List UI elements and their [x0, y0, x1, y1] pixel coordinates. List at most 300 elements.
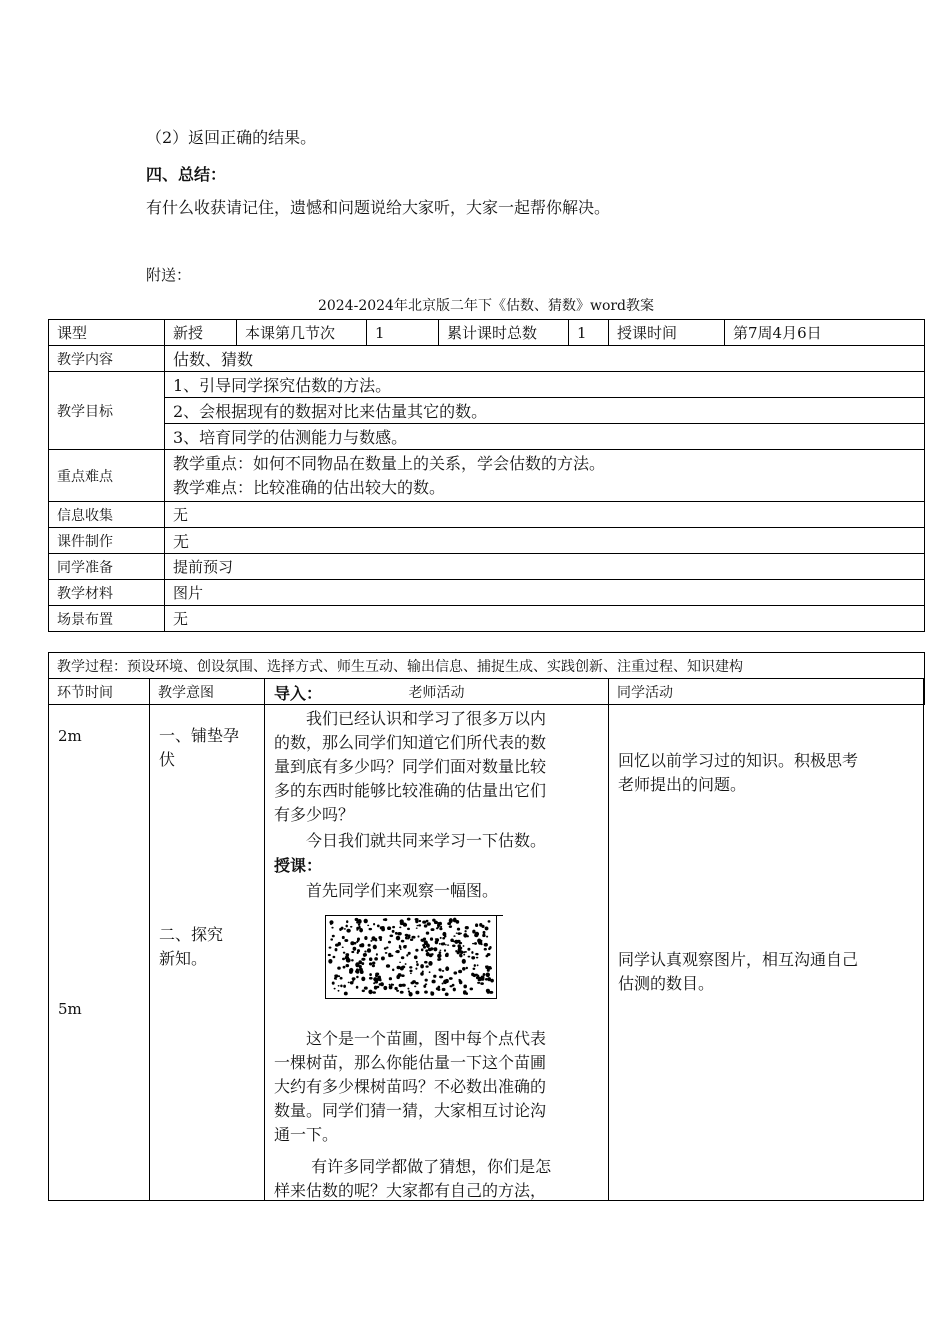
tree-dot [350, 981, 354, 984]
tree-dot [389, 977, 392, 980]
tree-dot [392, 930, 395, 933]
tree-dot [426, 931, 429, 934]
tree-dot [361, 977, 365, 982]
tree-dot [421, 948, 424, 951]
tree-dot [426, 952, 430, 956]
image-edge-mark [497, 915, 503, 916]
value-lesson-type: 新授 [165, 320, 237, 346]
tree-dot [445, 993, 449, 997]
value-courseware: 无 [165, 528, 925, 554]
tree-dot [343, 985, 346, 988]
tree-dot [405, 945, 407, 947]
tree-dot [369, 928, 373, 930]
tree-dot [467, 948, 470, 951]
tree-dot [332, 935, 335, 938]
tree-dot [381, 928, 385, 932]
tree-dot [389, 985, 393, 989]
nursery-dot-image [325, 915, 497, 999]
label-goals: 教学目标 [49, 372, 165, 450]
tree-dot [363, 954, 365, 957]
tree-dot [368, 944, 371, 947]
tree-dot [449, 919, 452, 923]
tree-dot [385, 952, 388, 954]
tree-dot [459, 942, 462, 944]
tree-dot [348, 982, 350, 984]
tree-dot [395, 951, 397, 953]
tree-dot [370, 940, 372, 942]
student-line: 同学认真观察图片，相互沟通自己 [618, 950, 859, 969]
tree-dot [433, 947, 437, 951]
tree-dot [440, 926, 442, 928]
tree-dot [351, 951, 354, 953]
teacher-line: 的数，那么同学们知道它们所代表的数 [274, 733, 547, 752]
tree-dot [429, 971, 431, 973]
tree-dot [356, 970, 359, 974]
tree-dot [361, 943, 365, 947]
tree-dot [372, 991, 376, 994]
tree-dot [346, 964, 350, 967]
teacher-line: 通一下。 [274, 1125, 339, 1144]
tree-dot [338, 985, 340, 987]
tree-dot [373, 923, 375, 925]
tree-dot [383, 986, 387, 990]
tree-dot [376, 953, 378, 955]
label-scene: 场景布置 [49, 606, 165, 632]
tree-dot [479, 923, 482, 927]
tree-dot [395, 932, 398, 935]
tree-dot [463, 951, 465, 953]
tree-dot [449, 925, 452, 928]
tree-dot [389, 984, 391, 986]
label-key-points: 重点难点 [49, 450, 165, 502]
tree-dot [329, 920, 333, 924]
teacher-line: 多的东西时能够比较准确的估量出它们 [274, 781, 547, 800]
value-lesson-number: 1 [367, 320, 439, 346]
label-content: 教学内容 [49, 346, 165, 372]
intent-line: 一、铺垫孕 [159, 726, 240, 745]
tree-dot [453, 935, 455, 937]
tree-dot [439, 951, 442, 954]
tree-dot [452, 945, 456, 948]
tree-dot [341, 927, 344, 930]
tree-dot [488, 966, 491, 969]
tree-dot [463, 984, 467, 988]
value-content: 估数、猜数 [165, 346, 925, 372]
intent-line: 新知。 [159, 949, 208, 968]
tree-dot [350, 969, 352, 971]
tree-dot [332, 981, 335, 984]
tree-dot [358, 924, 361, 926]
tree-dot [401, 974, 405, 977]
intent-line: 二、探究 [159, 925, 224, 944]
tree-dot [444, 935, 447, 938]
time-stage-1: 2m [58, 727, 82, 745]
teacher-paragraph-4 [274, 1027, 546, 1147]
teacher-paragraph-1 [274, 707, 546, 827]
tree-dot [392, 984, 394, 986]
tree-dot [362, 989, 365, 992]
body-divider-1 [149, 678, 150, 1201]
tree-dot [428, 961, 432, 966]
tree-dot [338, 990, 340, 992]
tree-dot [373, 945, 377, 950]
tree-dot [334, 988, 336, 990]
tree-dot [405, 963, 407, 965]
tree-dot [344, 928, 346, 930]
time-stage-2: 5m [58, 1000, 82, 1018]
teacher-line: 这个是一个苗圃，图中每个点代表 [274, 1029, 547, 1048]
tree-dot [377, 925, 380, 928]
intro-line-1: （2）返回正确的结果。 [146, 128, 317, 147]
tree-dot [473, 968, 476, 970]
tree-dot [401, 940, 405, 943]
tree-dot [334, 974, 338, 977]
value-info-collection: 无 [165, 502, 925, 528]
tree-dot [409, 966, 412, 968]
column-header-student: 同学活动 [609, 679, 925, 705]
tree-dot [414, 986, 416, 988]
tree-dot [350, 926, 352, 928]
tree-dot [474, 964, 476, 967]
tree-dot [356, 929, 358, 931]
tree-dot [410, 938, 413, 941]
tree-dot [359, 968, 363, 971]
tree-dot [410, 981, 414, 984]
teacher-line: 有许多同学都做了猜想，你们是怎 [274, 1157, 552, 1176]
teacher-line: 有多少吗？ [274, 805, 355, 824]
tree-dot [424, 924, 428, 927]
tree-dot [444, 949, 446, 952]
tree-dot [458, 970, 462, 974]
tree-dot [463, 954, 465, 956]
tree-dot [342, 958, 345, 961]
tree-dot [357, 939, 360, 942]
tree-dot [407, 918, 411, 921]
teacher-line: 大约有多少棵树苗吗？不必数出准确的 [274, 1077, 547, 1096]
tree-dot [364, 919, 368, 924]
tree-dot [417, 935, 419, 937]
tree-dot [343, 952, 345, 954]
tree-dot [335, 948, 338, 951]
tree-dot [434, 921, 438, 925]
tree-dot [418, 924, 421, 926]
tree-dot [453, 918, 457, 923]
student-activity-2 [618, 948, 858, 996]
goal-item: 1、引导同学探究估数的方法。 [165, 372, 925, 398]
tree-dot [474, 942, 477, 945]
tree-dot [377, 977, 379, 979]
tree-dot [347, 959, 349, 961]
summary-text: 有什么收获请记住，遗憾和问题说给大家听，大家一起帮你解决。 [146, 198, 611, 217]
tree-dot [451, 940, 454, 942]
tree-dot [410, 973, 412, 975]
process-description: 教学过程：预设环境、创设氛围、选择方式、师生互动、输出信息、捕捉生成、实践创新、注重过程、知识建构 [49, 653, 925, 679]
tree-dot [340, 985, 342, 988]
tree-dot [438, 968, 441, 971]
tree-dot [431, 948, 433, 950]
tree-dot [416, 928, 418, 929]
tree-dot [437, 926, 439, 928]
body-border-right [923, 678, 924, 1201]
tree-dot [427, 922, 431, 925]
tree-dot [463, 933, 467, 938]
tree-dot [381, 956, 385, 960]
tree-dot [338, 975, 340, 977]
lesson-label: 授课： [274, 856, 323, 875]
tree-dot [330, 938, 333, 940]
tree-dot [400, 991, 404, 994]
tree-dot [420, 964, 424, 968]
tree-dot [344, 939, 348, 942]
goal-item: 2、会根据现有的数据对比来估量其它的数。 [165, 398, 925, 424]
student-line: 估测的数目。 [618, 974, 715, 993]
label-lesson-type: 课型 [49, 320, 165, 346]
tree-dot [367, 925, 369, 927]
tree-dot [445, 944, 447, 945]
difficulty-line: 教学难点：比较准确的估出较大的数。 [173, 477, 446, 497]
tree-dot [463, 945, 465, 947]
intent-stage-2 [159, 923, 223, 971]
tree-dot [436, 987, 439, 990]
tree-dot [344, 992, 348, 996]
tree-dot [462, 959, 466, 964]
tree-dot [485, 966, 487, 968]
tree-dot [371, 936, 375, 941]
tree-dot [389, 934, 393, 937]
tree-dot [361, 958, 365, 961]
tree-dot [364, 986, 368, 989]
tree-dot [409, 992, 413, 997]
tree-dot [380, 982, 384, 986]
tree-dot [408, 952, 411, 955]
tree-dot [459, 980, 462, 984]
tree-dot [368, 990, 372, 995]
tree-dot [431, 928, 435, 931]
tree-dot [478, 940, 482, 945]
intent-stage-1 [159, 724, 239, 772]
tree-dot [372, 965, 375, 968]
attached-label: 附送： [146, 266, 192, 284]
tree-dot [356, 976, 359, 978]
tree-dot [364, 936, 367, 940]
tree-dot [358, 926, 361, 929]
teacher-line: 数量。同学们猜一猜，大家相互讨论沟 [274, 1101, 547, 1120]
tree-dot [482, 977, 484, 979]
tree-dot [435, 938, 439, 942]
value-total-lessons: 1 [569, 320, 609, 346]
tree-dot [458, 946, 462, 949]
goal-item: 3、培育同学的估测能力与数感。 [165, 424, 925, 450]
tree-dot [414, 955, 418, 959]
tree-dot [406, 954, 408, 956]
tree-dot [345, 925, 347, 928]
summary-heading: 四、总结： [146, 165, 227, 184]
tree-dot [445, 979, 449, 983]
tree-dot [450, 985, 453, 987]
tree-dot [418, 920, 421, 922]
value-scene: 无 [165, 606, 925, 632]
tree-dot [396, 936, 400, 941]
tree-dot [415, 991, 419, 995]
intent-line: 伏 [159, 750, 176, 769]
tree-dot [442, 982, 444, 984]
tree-dot [388, 955, 392, 958]
tree-dot [399, 945, 401, 947]
tree-dot [457, 928, 460, 931]
tree-dot [490, 979, 494, 983]
key-point-line: 教学重点：如何不同物品在数量上的关系，学会估数的方法。 [173, 453, 606, 473]
tree-dot [453, 971, 457, 974]
tree-dot [472, 943, 474, 944]
tree-dot [328, 959, 332, 964]
tree-dot [372, 962, 375, 965]
tree-dot [475, 932, 479, 936]
tree-dot [480, 982, 484, 985]
tree-dot [484, 948, 487, 951]
body-border-left [48, 678, 49, 1201]
tree-dot [401, 956, 405, 959]
tree-dot [364, 951, 366, 953]
tree-dot [361, 962, 364, 965]
tree-dot [488, 920, 491, 923]
teacher-paragraph-5 [274, 1155, 551, 1203]
tree-dot [409, 970, 412, 973]
tree-dot [484, 943, 488, 947]
tree-dot [470, 987, 474, 990]
tree-dot [425, 949, 428, 952]
tree-dot [423, 985, 426, 988]
tree-dot [431, 953, 434, 955]
tree-dot [485, 978, 488, 981]
tree-dot [343, 966, 346, 969]
label-total-lessons: 累计课时总数 [439, 320, 569, 346]
tree-dot [416, 963, 419, 966]
tree-dot [357, 949, 360, 952]
tree-dot [424, 991, 428, 994]
tree-dot [456, 933, 458, 934]
value-materials: 图片 [165, 580, 925, 606]
tree-dot [416, 961, 418, 963]
process-table [48, 652, 925, 705]
tree-dot [373, 982, 375, 984]
tree-dot [397, 951, 399, 952]
tree-dot [399, 962, 401, 963]
tree-dot [396, 990, 399, 992]
tree-dot [346, 920, 348, 923]
tree-dot [345, 956, 349, 960]
tree-dot [438, 958, 441, 961]
teacher-line: 一棵树苗，那么你能估量一下这个苗圃 [274, 1053, 547, 1072]
tree-dot [394, 987, 397, 990]
body-divider-3 [608, 678, 609, 1201]
tree-dot [477, 982, 480, 984]
tree-dot [335, 978, 337, 980]
column-header-teacher: 老师活动 [265, 679, 609, 705]
tree-dot [400, 919, 404, 923]
tree-dot [407, 988, 409, 990]
tree-dot [379, 979, 381, 981]
tree-dot [387, 926, 391, 930]
tree-dot [383, 919, 385, 921]
value-student-prep: 提前预习 [165, 554, 925, 580]
tree-dot [374, 957, 378, 961]
tree-dot [392, 968, 394, 971]
tree-dot [411, 936, 415, 939]
tree-dot [423, 946, 426, 949]
tree-dot [468, 956, 471, 958]
body-divider-2 [264, 678, 265, 1201]
tree-dot [342, 947, 344, 949]
tree-dot [397, 932, 401, 935]
label-info-collection: 信息收集 [49, 502, 165, 528]
intro-label: 导入： [274, 684, 323, 703]
tree-dot [460, 933, 462, 935]
tree-dot [486, 972, 490, 977]
tree-dot [471, 951, 473, 954]
tree-dot [405, 936, 408, 939]
tree-dot [328, 954, 331, 956]
tree-dot [471, 973, 474, 977]
tree-dot [425, 965, 428, 967]
tree-dot [465, 926, 469, 929]
tree-dot [445, 966, 449, 971]
tree-dot [483, 931, 486, 934]
tree-dot [357, 919, 361, 924]
tree-dot [449, 977, 453, 980]
tree-dot [384, 947, 387, 950]
tree-dot [420, 972, 424, 976]
tree-dot [415, 967, 417, 969]
tree-dot [425, 979, 428, 982]
column-header-intent: 教学意图 [150, 679, 265, 705]
tree-dot [433, 975, 436, 978]
tree-dot [442, 970, 445, 972]
label-lesson-time: 授课时间 [609, 320, 725, 346]
tree-dot [489, 946, 492, 949]
value-lesson-time: 第7周4月6日 [725, 320, 925, 346]
column-header-time: 环节时间 [49, 679, 150, 705]
tree-dot [426, 920, 429, 922]
tree-dot [408, 934, 411, 936]
tree-dot [430, 937, 433, 940]
tree-dot [439, 975, 443, 978]
tree-dot [442, 988, 446, 991]
tree-dot [345, 953, 349, 956]
tree-dot [386, 964, 390, 968]
teacher-paragraph-3: 首先同学们来观察一幅图。 [274, 881, 499, 900]
tree-dot [471, 956, 475, 959]
tree-dot [483, 973, 486, 976]
tree-dot [400, 966, 404, 970]
tree-dot [396, 975, 400, 979]
tree-dot [369, 962, 372, 965]
tree-dot [331, 927, 333, 929]
tree-dot [375, 973, 379, 976]
lesson-info-table [48, 319, 925, 632]
tree-dot [442, 937, 445, 940]
tree-dot [454, 940, 458, 944]
tree-dot [340, 977, 343, 980]
document-title: 2024-2024年北京版二年下《估数、猜数》word教案 [317, 298, 655, 314]
tree-dot [356, 986, 359, 989]
student-line: 老师提出的问题。 [618, 775, 747, 794]
tree-dot [403, 922, 407, 926]
tree-dot [486, 989, 490, 993]
tree-dot [477, 964, 479, 966]
tree-dot [437, 954, 441, 958]
tree-dot [376, 986, 379, 988]
tree-dot [430, 991, 432, 993]
